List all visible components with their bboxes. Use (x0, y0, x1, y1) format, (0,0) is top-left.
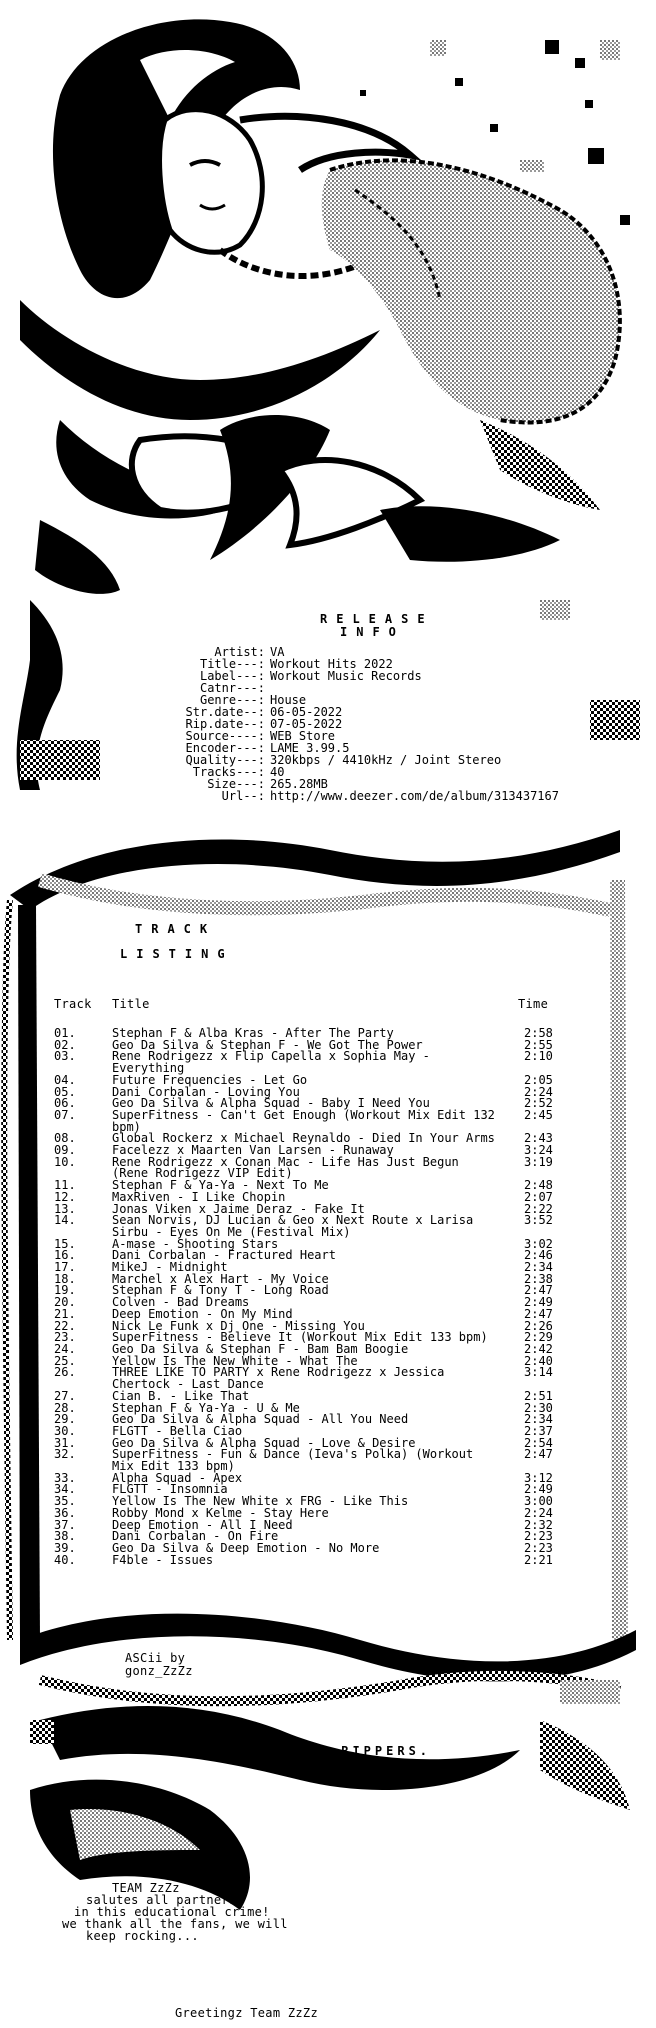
track-time: 2:55 (524, 1037, 553, 1052)
track-time: 3:19 (524, 1154, 553, 1169)
track-time: 2:48 (524, 1178, 553, 1193)
release-info-heading-line2: INFO (340, 625, 405, 639)
track-time: 2:45 (524, 1107, 553, 1122)
track-time: 2:51 (524, 1388, 553, 1403)
release-info-key: Label---: (199, 669, 265, 683)
release-info-key: Title---: (199, 657, 265, 671)
track-time: 2:37 (524, 1423, 553, 1438)
track-title: Future Frequencies - Let Go (112, 1072, 308, 1087)
track-title: FLGTT - Bella Ciao (112, 1423, 243, 1438)
release-info-key: Genre---: (199, 693, 265, 707)
track-time: 2:30 (524, 1400, 553, 1415)
track-number: 29. (54, 1412, 76, 1427)
track-number: 14. (54, 1213, 76, 1228)
track-title: MikeJ - Midnight (112, 1260, 228, 1275)
release-info-key: Url--: (221, 789, 265, 803)
track-title: Geo Da Silva & Alpha Squad - Love & Desire (112, 1435, 416, 1450)
comment-line-5: keep rocking... (86, 1929, 199, 1943)
track-time: 2:34 (524, 1260, 553, 1275)
track-row (54, 1449, 564, 1472)
track-number: 16. (54, 1248, 76, 1263)
track-number: 15. (54, 1236, 76, 1251)
track-time: 2:22 (524, 1201, 553, 1216)
track-row (54, 1107, 564, 1134)
track-title: Stephan F & Alba Kras - After The Party (112, 1026, 394, 1040)
track-time: 2:34 (524, 1412, 553, 1427)
track-title: Facelezz x Maarten Van Larsen - Runaway (112, 1143, 394, 1158)
track-number: 06. (54, 1096, 76, 1111)
track-title: Deep Emotion - All I Need (112, 1517, 293, 1532)
track-number: 17. (54, 1260, 76, 1275)
track-number: 30. (54, 1423, 76, 1438)
track-title: Sean Norvis, DJ Lucian & Geo x Next Route x Larisa Sirbu - Eyes On Me (Festival Mix) (112, 1213, 474, 1239)
track-time: 2:24 (524, 1505, 553, 1520)
release-info-key: Quality---: (185, 753, 265, 767)
comment-line-2: salutes all partners (86, 1893, 237, 1907)
track-number: 39. (54, 1540, 76, 1555)
comment-heading-line2: .COMMENT. (333, 1769, 435, 1783)
track-time: 3:00 (524, 1494, 553, 1509)
track-time: 2:49 (524, 1482, 553, 1497)
track-title: Cian B. - Like That (112, 1388, 250, 1403)
comment-line-3: in this educational crime! (74, 1905, 270, 1919)
track-number: 02. (54, 1037, 76, 1052)
comment-line-1: TEAM ZzZz (112, 1881, 180, 1895)
track-title: Geo Da Silva & Alpha Squad - Baby I Need You (112, 1096, 430, 1111)
track-list (54, 1028, 564, 1566)
track-time: 2:52 (524, 1096, 553, 1111)
track-time: 2:47 (524, 1306, 553, 1321)
track-row (54, 1154, 564, 1181)
release-info-value: Workout Music Records (270, 669, 422, 683)
track-time: 3:24 (524, 1143, 553, 1158)
track-number: 24. (54, 1341, 76, 1356)
track-title: SuperFitness - Fun & Dance (Ieva's Polka) (Workout Mix Edit 133 bpm) (112, 1447, 474, 1474)
track-title: Robby Mond x Kelme - Stay Here (112, 1505, 329, 1520)
track-title: Stephan F & Ya-Ya - U & Me (112, 1400, 300, 1415)
track-time: 2:29 (524, 1330, 553, 1345)
column-header-track: Track (54, 997, 92, 1011)
release-info-value: WEB Store (270, 729, 336, 743)
release-info-value: House (270, 693, 307, 707)
comment-line-4: we thank all the fans, we will (62, 1917, 288, 1931)
track-title: Marchel x Alex Hart - My Voice (112, 1271, 329, 1286)
track-time: 2:58 (524, 1026, 553, 1040)
track-number: 23. (54, 1330, 76, 1345)
greetings: Greetingz Team ZzZz (175, 2006, 318, 2020)
track-title: FLGTT - Insomnia (112, 1482, 228, 1497)
track-time: 2:40 (524, 1353, 553, 1368)
release-info-value[interactable]: http://www.deezer.com/de/album/313437167 (270, 789, 559, 803)
track-number: 37. (54, 1517, 76, 1532)
track-time: 2:47 (524, 1447, 553, 1462)
track-title: Dani Corbalan - Fractured Heart (112, 1248, 336, 1263)
track-title: Colven - Bad Dreams (112, 1295, 250, 1310)
column-header-title: Title (112, 997, 150, 1011)
release-info-value: LAME 3.99.5 (270, 741, 350, 755)
bottom-swirls (30, 1680, 630, 1910)
track-title: Geo Da Silva & Stephan F - Bam Bam Boogie (112, 1341, 409, 1356)
track-title: Stephan F & Tony T - Long Road (112, 1283, 329, 1298)
release-info-key: Encoder---: (185, 741, 265, 755)
track-number: 03. (54, 1049, 76, 1064)
release-info-value: 06-05-2022 (270, 705, 343, 719)
track-time: 3:12 (524, 1470, 553, 1485)
track-time: 2:43 (524, 1131, 553, 1146)
track-title: THREE LIKE TO PARTY x Rene Rodrigezz x Jessica Chertock - Last Dance (112, 1365, 445, 1392)
track-time: 3:14 (524, 1365, 553, 1380)
track-time: 2:21 (524, 1552, 553, 1567)
track-number: 27. (54, 1388, 76, 1403)
release-info-key: Artist: (214, 645, 265, 659)
track-time: 3:02 (524, 1236, 553, 1251)
release-info-key: Rip.date--: (185, 717, 265, 731)
track-number: 12. (54, 1189, 76, 1204)
track-number: 18. (54, 1271, 76, 1286)
track-time: 2:47 (524, 1283, 553, 1298)
track-number: 21. (54, 1306, 76, 1321)
track-number: 09. (54, 1143, 76, 1158)
track-title: Dani Corbalan - Loving You (112, 1084, 300, 1099)
track-number: 19. (54, 1283, 76, 1298)
track-time: 2:10 (524, 1049, 553, 1064)
track-listing-heading-line2: LISTING (120, 947, 234, 961)
track-time: 2:38 (524, 1271, 553, 1286)
track-number: 33. (54, 1470, 76, 1485)
track-title: Geo Da Silva & Deep Emotion - No More (112, 1540, 380, 1555)
track-number: 07. (54, 1107, 76, 1122)
track-title: Geo Da Silva & Alpha Squad - All You Need (112, 1412, 409, 1427)
track-row (54, 1367, 564, 1390)
track-title: Yellow Is The New White x FRG - Like This (112, 1494, 409, 1509)
track-number: 04. (54, 1072, 76, 1087)
release-info-key: Str.date--: (185, 705, 265, 719)
ascii-credit-line2: gonz_ZzZz (125, 1664, 193, 1678)
track-number: 01. (54, 1026, 76, 1040)
track-number: 31. (54, 1435, 76, 1450)
track-number: 28. (54, 1400, 76, 1415)
track-number: 10. (54, 1154, 76, 1169)
track-number: 26. (54, 1365, 76, 1380)
release-info-value: VA (270, 645, 285, 659)
ascii-credit-line1: ASCii by (125, 1651, 186, 1665)
release-info-key: Catnr---: (199, 681, 265, 695)
track-title: A-mase - Shooting Stars (112, 1236, 279, 1251)
track-time: 2:24 (524, 1084, 553, 1099)
track-title: Rene Rodrigezz x Flip Capella x Sophia May - Everything (112, 1049, 430, 1076)
track-title: Stephan F & Ya-Ya - Next To Me (112, 1178, 329, 1193)
track-time: 2:07 (524, 1189, 553, 1204)
track-number: 36. (54, 1505, 76, 1520)
track-number: 34. (54, 1482, 76, 1497)
track-title: SuperFitness - Believe It (Workout Mix Edit 133 bpm) (112, 1330, 488, 1345)
track-time: 2:42 (524, 1341, 553, 1356)
track-title: Rene Rodrigezz x Conan Mac - Life Has Just Begun (Rene Rodrigezz VIP Edit) (112, 1154, 459, 1181)
track-time: 2:49 (524, 1295, 553, 1310)
track-row (54, 1552, 564, 1567)
track-number: 08. (54, 1131, 76, 1146)
track-title: Global Rockerz x Michael Reynaldo - Died In Your Arms (112, 1131, 495, 1146)
release-info-value: Workout Hits 2022 (270, 657, 393, 671)
track-listing-heading-line1: TRACK (135, 922, 217, 936)
track-number: 20. (54, 1295, 76, 1310)
track-time: 2:05 (524, 1072, 553, 1087)
release-info-key: Tracks---: (192, 765, 265, 779)
track-row (54, 1051, 564, 1074)
track-title: Deep Emotion - On My Mind (112, 1306, 293, 1321)
track-time: 2:23 (524, 1540, 553, 1555)
track-number: 22. (54, 1318, 76, 1333)
track-number: 35. (54, 1494, 76, 1509)
track-number: 25. (54, 1353, 76, 1368)
release-info-key: Size---: (207, 777, 265, 791)
track-title: F4ble - Issues (112, 1552, 214, 1567)
track-number: 13. (54, 1201, 76, 1216)
track-row (54, 1215, 564, 1238)
release-info-value: 320kbps / 4410kHz / Joint Stereo (270, 753, 502, 767)
track-time: 2:32 (524, 1517, 553, 1532)
track-number: 40. (54, 1552, 76, 1567)
release-info-value: 40 (270, 765, 285, 779)
track-title: Dani Corbalan - On Fire (112, 1529, 279, 1544)
release-info-value: 07-05-2022 (270, 717, 343, 731)
track-title: Geo Da Silva & Stephan F - We Got The Power (112, 1037, 423, 1052)
top-illustration (20, 19, 630, 594)
release-info-value: 265.28MB (270, 777, 328, 791)
track-title: SuperFitness - Can't Get Enough (Workout Mix Edit 132 bpm) (112, 1107, 495, 1134)
track-title: MaxRiven - I Like Chopin (112, 1189, 286, 1204)
column-header-time: Time (518, 997, 549, 1011)
track-time: 2:26 (524, 1318, 553, 1333)
track-time: 2:54 (524, 1435, 553, 1450)
track-title: Alpha Squad - Apex (112, 1470, 243, 1485)
release-info-key: Source----: (185, 729, 265, 743)
track-time: 2:46 (524, 1248, 553, 1263)
track-time: 3:52 (524, 1213, 553, 1228)
track-number: 32. (54, 1447, 76, 1462)
track-time: 2:23 (524, 1529, 553, 1544)
track-title: Jonas Viken x Jaime Deraz - Fake It (112, 1201, 365, 1216)
track-number: 05. (54, 1084, 76, 1099)
track-title: Yellow Is The New White - What The (112, 1353, 358, 1368)
track-number: 38. (54, 1529, 76, 1544)
track-title: Nick Le Funk x Dj One - Missing You (112, 1318, 365, 1333)
release-info-heading-line1: RELEASE (320, 612, 434, 626)
comment-heading-line1: .RIPPERS. (330, 1744, 432, 1758)
track-number: 11. (54, 1178, 76, 1193)
